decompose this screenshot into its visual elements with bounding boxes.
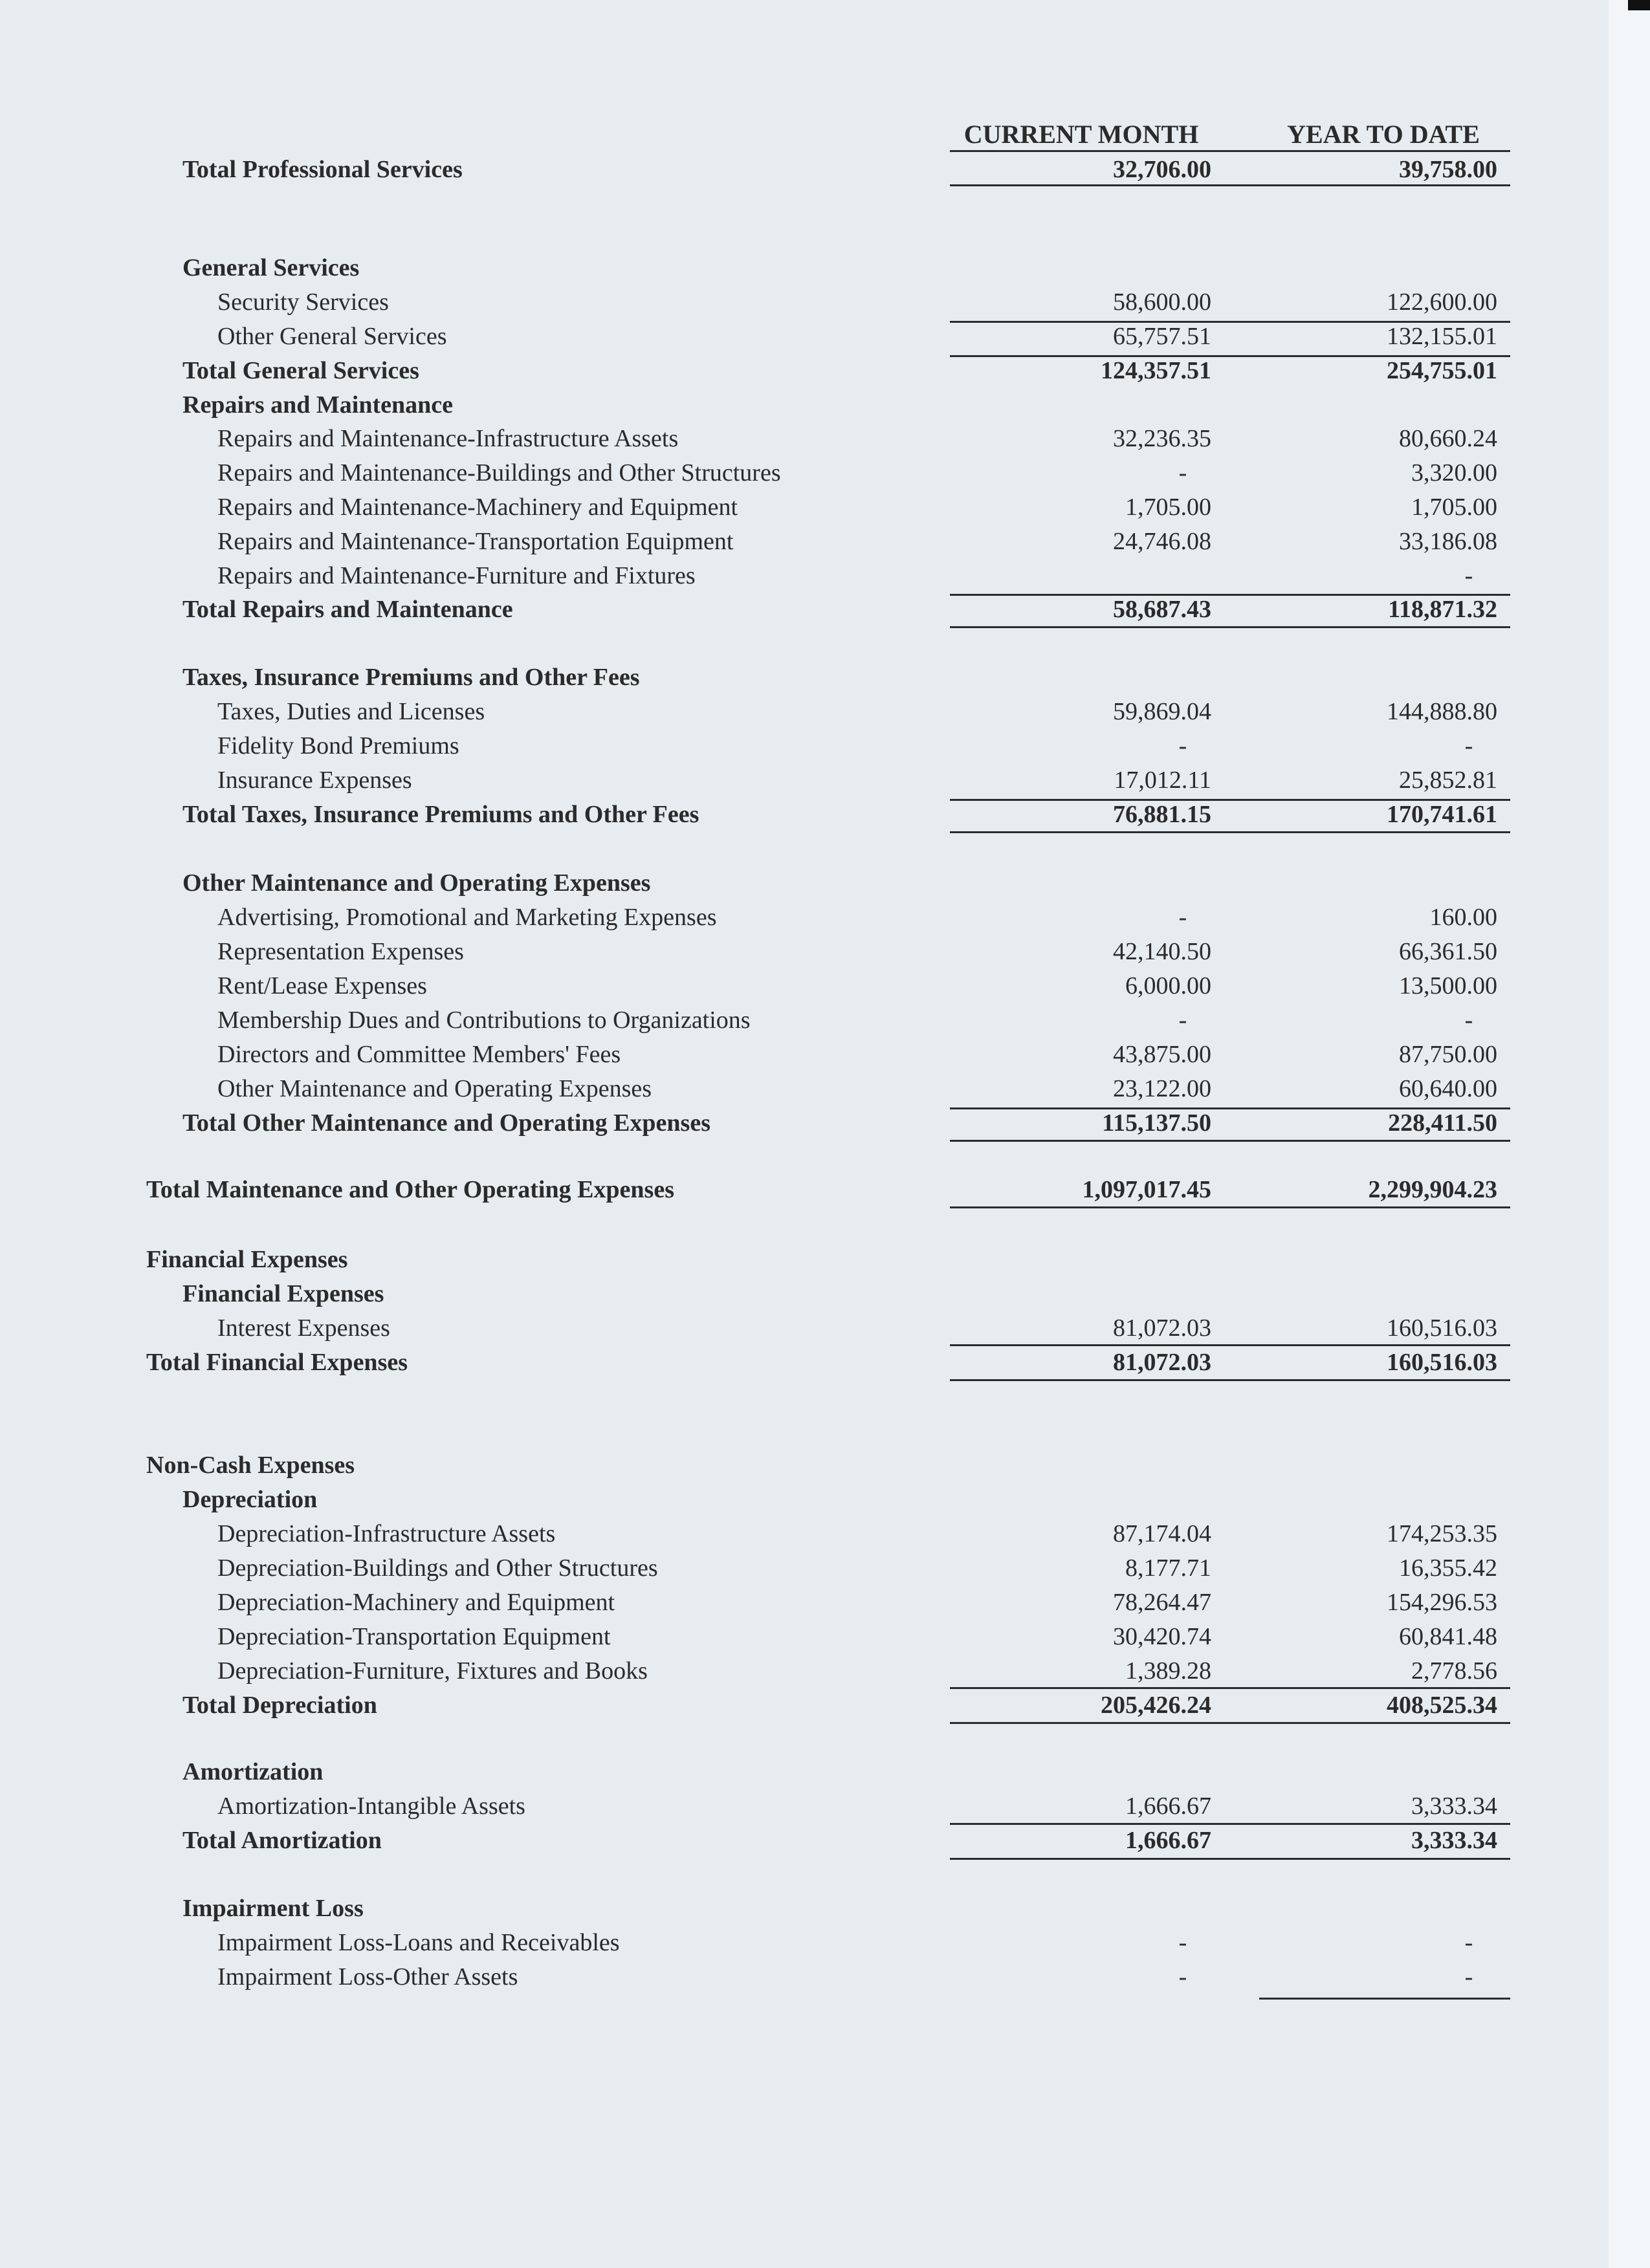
row-label: Taxes, Duties and Licenses (217, 698, 485, 725)
scan-corner-mark (1628, 0, 1650, 10)
row-label: Depreciation-Furniture, Fixtures and Books (217, 1657, 648, 1685)
row-label: Depreciation-Transportation Equipment (217, 1623, 611, 1650)
year-to-date-value: 160,516.03 (1387, 1314, 1497, 1342)
year-to-date-value: 122,600.00 (1387, 289, 1497, 316)
rule-line (1259, 1998, 1510, 2000)
year-to-date-value: 118,871.32 (1388, 596, 1497, 623)
rule-line (950, 831, 1510, 833)
current-month-value: - (1178, 1929, 1187, 1956)
statement-row (0, 660, 1650, 694)
statement-row (0, 1926, 1650, 1959)
current-month-value: 115,137.50 (1102, 1109, 1211, 1137)
row-label: Financial Expenses (146, 1246, 348, 1273)
current-month-value: 42,140.50 (1113, 938, 1211, 965)
statement-row (0, 1072, 1650, 1106)
row-label: General Services (182, 254, 360, 281)
current-month-value: 6,000.00 (1125, 972, 1211, 999)
statement-row (0, 1755, 1650, 1789)
rule-line (950, 321, 1510, 323)
row-label: Directors and Committee Members' Fees (217, 1041, 621, 1068)
year-to-date-value: 144,888.80 (1387, 698, 1497, 725)
year-to-date-value: 3,333.34 (1411, 1793, 1497, 1820)
year-to-date-value: 2,299,904.23 (1368, 1176, 1497, 1203)
statement-row (0, 490, 1650, 524)
row-label: Taxes, Insurance Premiums and Other Fees (182, 664, 640, 691)
rule-line (950, 1722, 1510, 1724)
row-label: Other General Services (217, 323, 447, 350)
current-month-value: 76,881.15 (1113, 801, 1211, 828)
statement-row (0, 354, 1650, 387)
statement-row (0, 1173, 1650, 1206)
statement-row (0, 1106, 1650, 1140)
row-label: Repairs and Maintenance-Buildings and Other Structures (217, 459, 781, 486)
statement-row (0, 559, 1650, 593)
row-label: Amortization-Intangible Assets (217, 1793, 525, 1820)
current-month-value: 87,174.04 (1113, 1520, 1211, 1547)
current-month-value: 81,072.03 (1113, 1349, 1211, 1376)
year-to-date-value: 33,186.08 (1399, 528, 1497, 555)
rule-line (950, 1206, 1510, 1208)
year-to-date-value: 13,500.00 (1399, 972, 1497, 999)
rule-line (950, 1687, 1510, 1689)
year-to-date-value: 170,741.61 (1387, 801, 1497, 828)
rule-line (950, 1823, 1510, 1825)
statement-row (0, 1551, 1650, 1585)
statement-row (0, 320, 1650, 353)
year-to-date-value: - (1464, 562, 1473, 589)
year-to-date-value: 228,411.50 (1388, 1109, 1497, 1137)
rule-line (950, 799, 1510, 801)
statement-row (0, 1960, 1650, 1994)
current-month-value: - (1178, 732, 1187, 759)
current-month-value: 59,869.04 (1113, 698, 1211, 725)
current-month-value: 23,122.00 (1113, 1075, 1211, 1102)
row-label: Depreciation-Buildings and Other Structures (217, 1554, 658, 1582)
row-label: Depreciation-Infrastructure Assets (217, 1520, 556, 1547)
row-label: Other Maintenance and Operating Expenses (217, 1075, 652, 1102)
year-to-date-value: - (1464, 1007, 1473, 1034)
row-label: Total General Services (182, 357, 419, 384)
year-to-date-value: - (1464, 1929, 1473, 1956)
statement-row (0, 1517, 1650, 1551)
rule-line (950, 626, 1510, 628)
current-month-value: 32,236.35 (1113, 425, 1211, 452)
statement-row (0, 1688, 1650, 1722)
current-month-value: 8,177.71 (1125, 1554, 1211, 1582)
statement-row (0, 388, 1650, 422)
year-to-date-value: 25,852.81 (1399, 767, 1497, 794)
statement-row (0, 1038, 1650, 1071)
statement-row (0, 1620, 1650, 1653)
year-to-date-value: 60,841.48 (1399, 1623, 1497, 1650)
rule-line (950, 150, 1510, 152)
row-label: Security Services (217, 289, 389, 316)
current-month-value: 81,072.03 (1113, 1314, 1211, 1342)
statement-row (0, 422, 1650, 455)
row-label: Total Taxes, Insurance Premiums and Other Fees (182, 801, 699, 828)
current-month-value: 58,600.00 (1113, 289, 1211, 316)
rule-line (950, 355, 1510, 357)
year-to-date-value: 39,758.00 (1399, 156, 1497, 183)
current-month-value: 30,420.74 (1113, 1623, 1211, 1650)
row-label: Impairment Loss-Loans and Receivables (217, 1929, 620, 1956)
year-to-date-value: 1,705.00 (1411, 494, 1497, 521)
statement-row (0, 1311, 1650, 1345)
current-month-value: 65,757.51 (1113, 323, 1211, 350)
row-label: Repairs and Maintenance (182, 391, 453, 419)
row-label: Repairs and Maintenance-Furniture and Fixtures (217, 562, 696, 589)
row-label: Amortization (182, 1758, 324, 1785)
year-to-date-value: 160,516.03 (1387, 1349, 1497, 1376)
rule-line (950, 1140, 1510, 1142)
current-month-value: 1,705.00 (1125, 494, 1211, 521)
statement-row (0, 1654, 1650, 1688)
row-label: Depreciation (182, 1486, 318, 1513)
current-month-value: 1,666.67 (1125, 1793, 1211, 1820)
statement-row (0, 1824, 1650, 1857)
year-to-date-value: 3,333.34 (1411, 1827, 1497, 1854)
year-to-date-value: 60,640.00 (1399, 1075, 1497, 1102)
statement-row (0, 935, 1650, 968)
row-label: Total Depreciation (182, 1692, 377, 1719)
rule-line (950, 594, 1510, 596)
current-month-value: 17,012.11 (1114, 767, 1211, 794)
row-label: Other Maintenance and Operating Expenses (182, 869, 651, 897)
statement-row (0, 1448, 1650, 1482)
row-label: Total Maintenance and Other Operating Expenses (146, 1176, 674, 1203)
row-label: Non-Cash Expenses (146, 1452, 355, 1479)
column-header-year-to-date: YEAR TO DATE (1287, 120, 1480, 149)
year-to-date-value: 174,253.35 (1387, 1520, 1497, 1547)
year-to-date-value: 3,320.00 (1411, 459, 1497, 486)
row-label: Repairs and Maintenance-Infrastructure Assets (217, 425, 679, 452)
year-to-date-value: 80,660.24 (1399, 425, 1497, 452)
current-month-value: 1,666.67 (1125, 1827, 1211, 1854)
year-to-date-value: 408,525.34 (1387, 1692, 1497, 1719)
row-label: Repairs and Maintenance-Machinery and Equipment (217, 494, 738, 521)
year-to-date-value: 154,296.53 (1387, 1589, 1497, 1616)
row-label: Advertising, Promotional and Marketing Expenses (217, 904, 717, 931)
row-label: Impairment Loss-Other Assets (217, 1963, 518, 1990)
statement-row (0, 285, 1650, 319)
statement-row (0, 1346, 1650, 1379)
statement-row (0, 593, 1650, 626)
row-label: Representation Expenses (217, 938, 464, 965)
rule-line (950, 1107, 1510, 1109)
year-to-date-value: - (1464, 1963, 1473, 1990)
statement-row (0, 1892, 1650, 1925)
statement-row (0, 900, 1650, 934)
statement-row (0, 525, 1650, 558)
current-month-value: 205,426.24 (1101, 1692, 1211, 1719)
year-to-date-value: 132,155.01 (1387, 323, 1497, 350)
row-label: Total Financial Expenses (146, 1349, 408, 1376)
current-month-value: 1,097,017.45 (1082, 1176, 1211, 1203)
current-month-value: 78,264.47 (1113, 1589, 1211, 1616)
row-label: Total Other Maintenance and Operating Expenses (182, 1109, 710, 1137)
statement-row (0, 695, 1650, 728)
row-label: Insurance Expenses (217, 767, 412, 794)
row-label: Total Amortization (182, 1827, 382, 1854)
row-label: Financial Expenses (182, 1280, 384, 1307)
statement-row (0, 251, 1650, 285)
statement-row (0, 969, 1650, 1003)
current-month-value: - (1178, 1007, 1187, 1034)
year-to-date-value: 87,750.00 (1399, 1041, 1497, 1068)
current-month-value: 32,706.00 (1113, 156, 1211, 183)
year-to-date-value: 16,355.42 (1399, 1554, 1497, 1582)
row-label: Membership Dues and Contributions to Organizations (217, 1007, 751, 1034)
rule-line (950, 1344, 1510, 1346)
statement-row (0, 763, 1650, 797)
statement-row (0, 456, 1650, 490)
current-month-value: 1,389.28 (1125, 1657, 1211, 1685)
statement-row (0, 1483, 1650, 1516)
current-month-value: 58,687.43 (1113, 596, 1211, 623)
statement-row (0, 798, 1650, 831)
current-month-value: 43,875.00 (1113, 1041, 1211, 1068)
row-label: Total Professional Services (182, 156, 463, 183)
rule-line (950, 184, 1510, 186)
statement-row (0, 866, 1650, 900)
current-month-value: 124,357.51 (1101, 357, 1211, 384)
column-header-current-month: CURRENT MONTH (963, 120, 1199, 149)
current-month-value: - (1178, 459, 1187, 486)
current-month-value: - (1178, 1963, 1187, 1990)
statement-row (0, 153, 1650, 186)
rule-line (950, 1858, 1510, 1860)
year-to-date-value: 2,778.56 (1411, 1657, 1497, 1685)
row-label: Total Repairs and Maintenance (182, 596, 513, 623)
year-to-date-value: 254,755.01 (1387, 357, 1497, 384)
statement-row (0, 1003, 1650, 1037)
current-month-value: 24,746.08 (1113, 528, 1211, 555)
statement-row (0, 1586, 1650, 1619)
year-to-date-value: 160.00 (1429, 904, 1497, 931)
row-label: Repairs and Maintenance-Transportation Equipment (217, 528, 734, 555)
row-label: Depreciation-Machinery and Equipment (217, 1589, 615, 1616)
year-to-date-value: 66,361.50 (1399, 938, 1497, 965)
row-label: Impairment Loss (182, 1895, 364, 1922)
row-label: Fidelity Bond Premiums (217, 732, 459, 759)
statement-row (0, 1277, 1650, 1311)
statement-row (0, 729, 1650, 763)
statement-row (0, 1243, 1650, 1276)
statement-row (0, 1789, 1650, 1823)
current-month-value: - (1178, 904, 1187, 931)
year-to-date-value: - (1464, 732, 1473, 759)
rule-line (950, 1379, 1510, 1381)
row-label: Rent/Lease Expenses (217, 972, 427, 999)
row-label: Interest Expenses (217, 1314, 390, 1342)
